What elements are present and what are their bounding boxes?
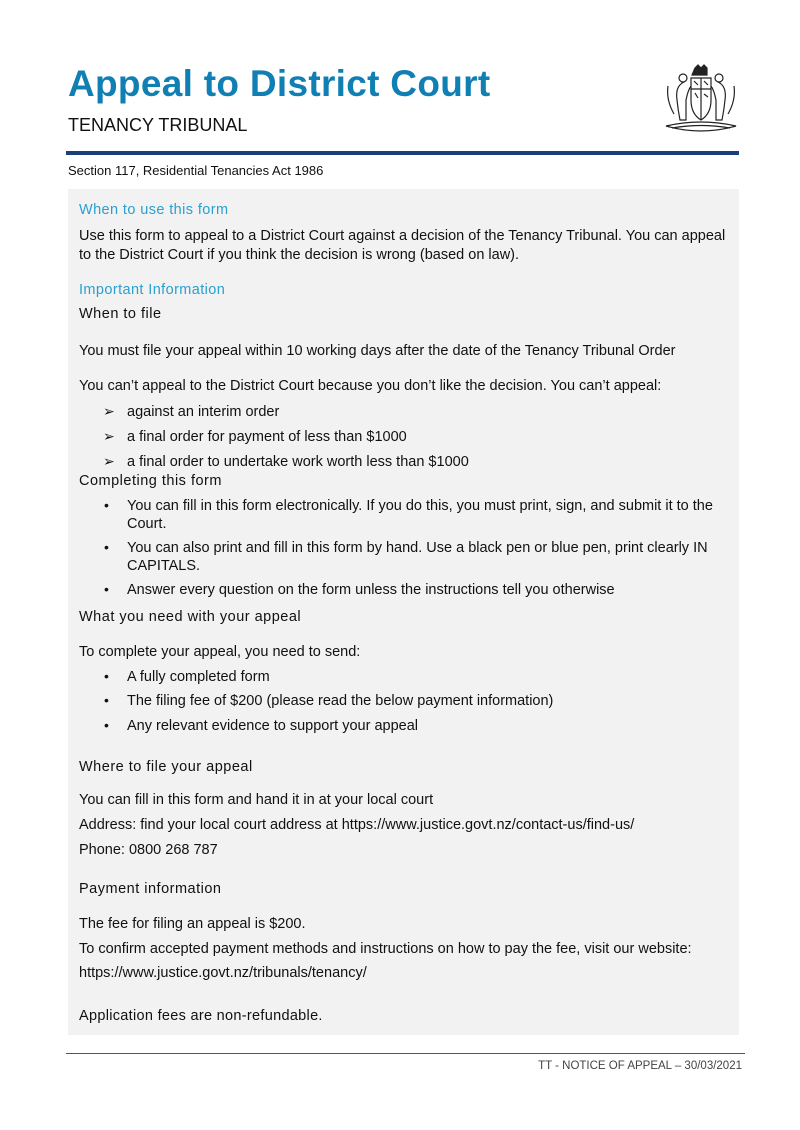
when-to-file-heading: When to file	[79, 306, 162, 322]
cannot-appeal-text: You can’t appeal to the District Court because you don’t like the decision. You can’t appeal:	[79, 378, 662, 394]
what-you-need-intro: To complete your appeal, you need to send:	[79, 644, 361, 660]
court-phone-text: Phone: 0800 268 787	[79, 842, 218, 858]
important-information-heading: Important Information	[79, 282, 226, 298]
file-deadline-text: You must file your appeal within 10 working days after the date of the Tenancy Tribunal Order	[79, 343, 676, 359]
bullet-icon: •	[104, 581, 109, 597]
list-item: against an interim order	[127, 404, 280, 420]
bullet-icon: •	[104, 668, 109, 684]
header-divider	[66, 151, 739, 155]
arrow-bullet-icon: ➢	[103, 428, 115, 444]
tribunal-website-link[interactable]: https://www.justice.govt.nz/tribunals/tenancy/	[79, 965, 367, 981]
coat-of-arms-icon	[662, 64, 740, 140]
page-title: Appeal to District Court	[68, 63, 491, 104]
what-you-need-heading: What you need with your appeal	[79, 609, 302, 625]
list-item: Any relevant evidence to support your appeal	[127, 718, 418, 734]
footer-form-reference: TT - NOTICE OF APPEAL – 30/03/2021	[538, 1060, 742, 1072]
list-item: a final order to undertake work worth less than $1000	[127, 454, 469, 470]
arrow-bullet-icon: ➢	[103, 403, 115, 419]
bullet-icon: •	[104, 717, 109, 733]
arrow-bullet-icon: ➢	[103, 453, 115, 469]
list-item: You can also print and fill in this form by hand. Use a black pen or blue pen, print clearly IN CAPITALS.	[127, 540, 708, 574]
payment-methods-text: To confirm accepted payment methods and instructions on how to pay the fee, visit our website:	[79, 941, 692, 957]
page-subtitle: TENANCY TRIBUNAL	[68, 115, 248, 135]
list-item: a final order for payment of less than $1000	[127, 429, 407, 445]
non-refundable-text: Application fees are non-refundable.	[79, 1008, 323, 1024]
when-to-use-heading: When to use this form	[79, 202, 229, 218]
bullet-icon: •	[104, 539, 109, 555]
payment-information-heading: Payment information	[79, 881, 222, 897]
list-item: You can fill in this form electronically. If you do this, you must print, sign, and submit it to the Court.	[127, 498, 713, 532]
where-to-file-heading: Where to file your appeal	[79, 759, 253, 775]
footer-divider	[66, 1053, 745, 1054]
court-address-text: Address: find your local court address at https://www.justice.govt.nz/contact-us/find-us/	[79, 817, 635, 833]
when-to-use-text: Use this form to appeal to a District Court against a decision of the Tenancy Tribunal. You can appeal to the District Court if you think the decision is wrong (based on law).	[79, 228, 726, 263]
bullet-icon: •	[104, 497, 109, 513]
section-reference: Section 117, Residential Tenancies Act 1986	[68, 163, 324, 178]
where-to-file-text: You can fill in this form and hand it in at your local court	[79, 792, 434, 808]
list-item: The filing fee of $200 (please read the below payment information)	[127, 693, 554, 709]
bullet-icon: •	[104, 692, 109, 708]
completing-form-heading: Completing this form	[79, 473, 222, 489]
list-item: A fully completed form	[127, 669, 270, 685]
list-item: Answer every question on the form unless the instructions tell you otherwise	[127, 582, 615, 598]
filing-fee-text: The fee for filing an appeal is $200.	[79, 916, 306, 932]
